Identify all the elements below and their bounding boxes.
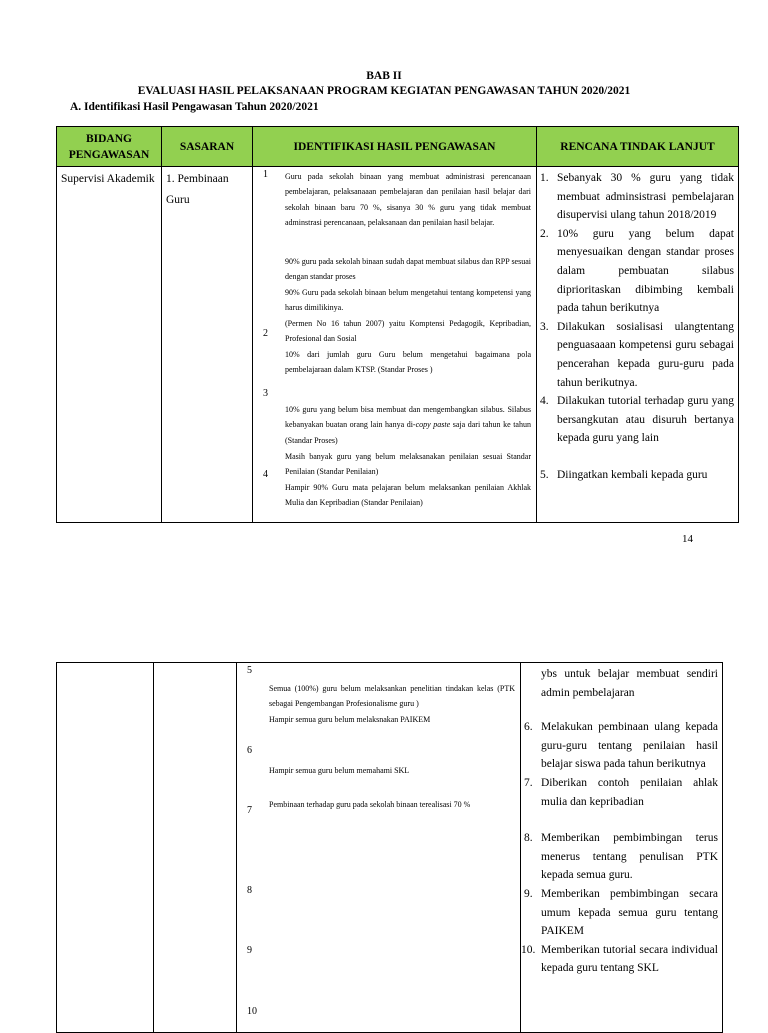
evaluation-table-page2 xyxy=(56,662,723,1033)
item-number: 3 xyxy=(263,388,268,399)
bidang-cell: Supervisi Akademik xyxy=(57,167,162,523)
rencana-item xyxy=(537,392,738,448)
rencana-item xyxy=(521,941,722,978)
item-number: 9 xyxy=(247,945,252,956)
rencana-text: Diingatkan kembali kepada guru xyxy=(557,468,708,481)
text-part: 10% guru yang belum bisa membuat dan mengembangkan silabus. Silabus kebanyakan buatan orang lain hanya di- xyxy=(285,405,531,430)
rencana-item xyxy=(537,318,738,392)
rencana-text: Sebanyak 30 % guru yang tidak membuat adminsistrasi pembelajaran disupervisi ulang tahun 2018/2019 xyxy=(557,172,734,222)
rencana-text: Dilakukan tutorial terhadap guru yang bersangkutan atau disuruh bertanya kepada guru yang lain xyxy=(557,395,734,445)
text-part: saja dari tahun ke tahun (Standar Proses) xyxy=(285,420,531,445)
rencana-item xyxy=(521,718,722,774)
rencana-number: 6. xyxy=(524,721,533,734)
rencana-item xyxy=(521,829,722,885)
sasaran-cell-empty xyxy=(154,663,237,1033)
rencana-text: Dilakukan sosialisasi ulangtentang penguasaaan kompetensi guru sebagai pencerahan kepada guru-guru pada tahun berikutnya. xyxy=(557,320,734,389)
item-number: 5 xyxy=(247,665,252,676)
rencana-text: Diberikan contoh penilaian ahlak mulia dan kepribadian xyxy=(541,776,718,808)
item-number: 8 xyxy=(247,885,252,896)
item-number: 10 xyxy=(247,1006,257,1017)
header-sasaran: SASARAN xyxy=(162,127,253,167)
rencana-text: Memberikan pembimbingan secara umum kepada semua guru tentang PAIKEM xyxy=(541,887,718,938)
text-italic: copy paste xyxy=(415,420,451,430)
rencana-cell xyxy=(537,167,739,523)
identifikasi-text: 10% dari jumlah guru Guru belum mengetahui bagaimana pola pembelajaraan dalam KTSP. (Standar Proses ) xyxy=(285,350,531,375)
identifikasi-text: (Permen No 16 tahun 2007) yaitu Komptensi Pedagogik, Kepribadian, Profesional dan Sosial xyxy=(285,319,531,344)
identifikasi-cell xyxy=(253,167,537,523)
rencana-number: 4. xyxy=(540,395,549,408)
rencana-text: Melakukan pembinaan ulang kepada guru-guru tentang penilaian hasil belajar siswa pada tahun berikutnya xyxy=(541,721,718,771)
rencana-number: 2. xyxy=(540,227,549,240)
header-identifikasi: IDENTIFIKASI HASIL PENGAWASAN xyxy=(253,127,537,167)
identifikasi-text: Semua (100%) guru belum melaksankan penelitian tindakan kelas (PTK sebagai Pengembangan Profesionalisme guru ) xyxy=(269,684,515,709)
rencana-item xyxy=(537,466,738,485)
rencana-text: Memberikan pembimbingan terus menerus tentang penulisan PTK kepada semua guru. xyxy=(541,832,718,882)
bidang-cell-empty xyxy=(57,663,154,1033)
rencana-number: 9. xyxy=(524,887,533,900)
rencana-item xyxy=(537,169,738,225)
rencana-number: 3. xyxy=(540,320,549,333)
sasaran-text: 1. Pembinaan Guru xyxy=(166,173,229,206)
rencana-item xyxy=(537,225,738,318)
identifikasi-text: Hampir semua guru belum memahami SKL xyxy=(269,766,410,775)
chapter-heading: BAB II xyxy=(366,70,402,82)
header-rencana: RENCANA TINDAK LANJUT xyxy=(537,127,739,167)
identifikasi-cell xyxy=(237,663,521,1033)
rencana-number: 8. xyxy=(524,832,533,845)
page-number: 14 xyxy=(682,533,693,545)
rencana-item xyxy=(521,885,722,941)
item-number: 7 xyxy=(247,805,252,816)
section-subtitle: A. Identifikasi Hasil Pengawasan Tahun 2020/2021 xyxy=(70,101,319,113)
rencana-number: 10. xyxy=(521,943,536,956)
rencana-number: 7. xyxy=(524,776,533,789)
identifikasi-text: Hampir semua guru belum melaksnakan PAIKEM xyxy=(269,715,431,724)
document-title: EVALUASI HASIL PELAKSANAAN PROGRAM KEGIATAN PENGAWASAN TAHUN 2020/2021 xyxy=(137,85,631,97)
evaluation-table-page1 xyxy=(56,126,739,523)
item-number: 1 xyxy=(263,169,268,180)
rencana-text: Memberikan tutorial secara individual kepada guru tentang SKL xyxy=(541,943,718,975)
sasaran-cell xyxy=(162,167,253,523)
identifikasi-text: Masih banyak guru yang belum melaksanakan penilaian sesuai Standar Penilaian (Standar Penilaian) xyxy=(285,452,531,477)
identifikasi-text xyxy=(285,402,531,448)
rencana-text: 10% guru yang belum dapat menyesuaikan dengan standar proses dalam pembuatan silabus diprioritaskan dibimbing kembali pada tahun berikutnya xyxy=(557,227,734,315)
item-number: 6 xyxy=(247,745,252,756)
identifikasi-text: 90% Guru pada sekolah binaan belum mengetahui tentang kompetensi yang harus dimilikinya. xyxy=(285,288,531,313)
item-number: 4 xyxy=(263,469,268,480)
rencana-number: 5. xyxy=(540,468,549,481)
rencana-number: 1. xyxy=(540,172,549,184)
identifikasi-text: Pembinaan terhadap guru pada sekolah binaan terealisasi 70 % xyxy=(269,800,471,809)
identifikasi-text: Guru pada sekolah binaan yang membuat administrasi perencanaan pembelajaran, pelaksanaaan pembelajaran dan penilaian hasil belajar dari sekolah binaan baru 70 %, sisanya 30 % guru yang tidak membuat adminstrasi perencanaan, pelaksanaan dan penilaian hasil belajar. xyxy=(285,172,531,228)
header-bidang: BIDANG PENGAWASAN xyxy=(57,127,162,167)
rencana-continuation: ybs untuk belajar membuat sendiri admin pembelajaran xyxy=(541,668,718,699)
identifikasi-text: 90% guru pada sekolah binaan sudah dapat membuat silabus dan RPP sesuai dengan standar proses xyxy=(285,257,531,282)
rencana-item xyxy=(521,774,722,811)
identifikasi-text: Hampir 90% Guru mata pelajaran belum melaksankan penilaian Akhlak Mulia dan Kepribadian (Standar Penilaian) xyxy=(285,483,531,508)
item-number: 2 xyxy=(263,328,268,339)
rencana-cell xyxy=(521,663,723,1033)
